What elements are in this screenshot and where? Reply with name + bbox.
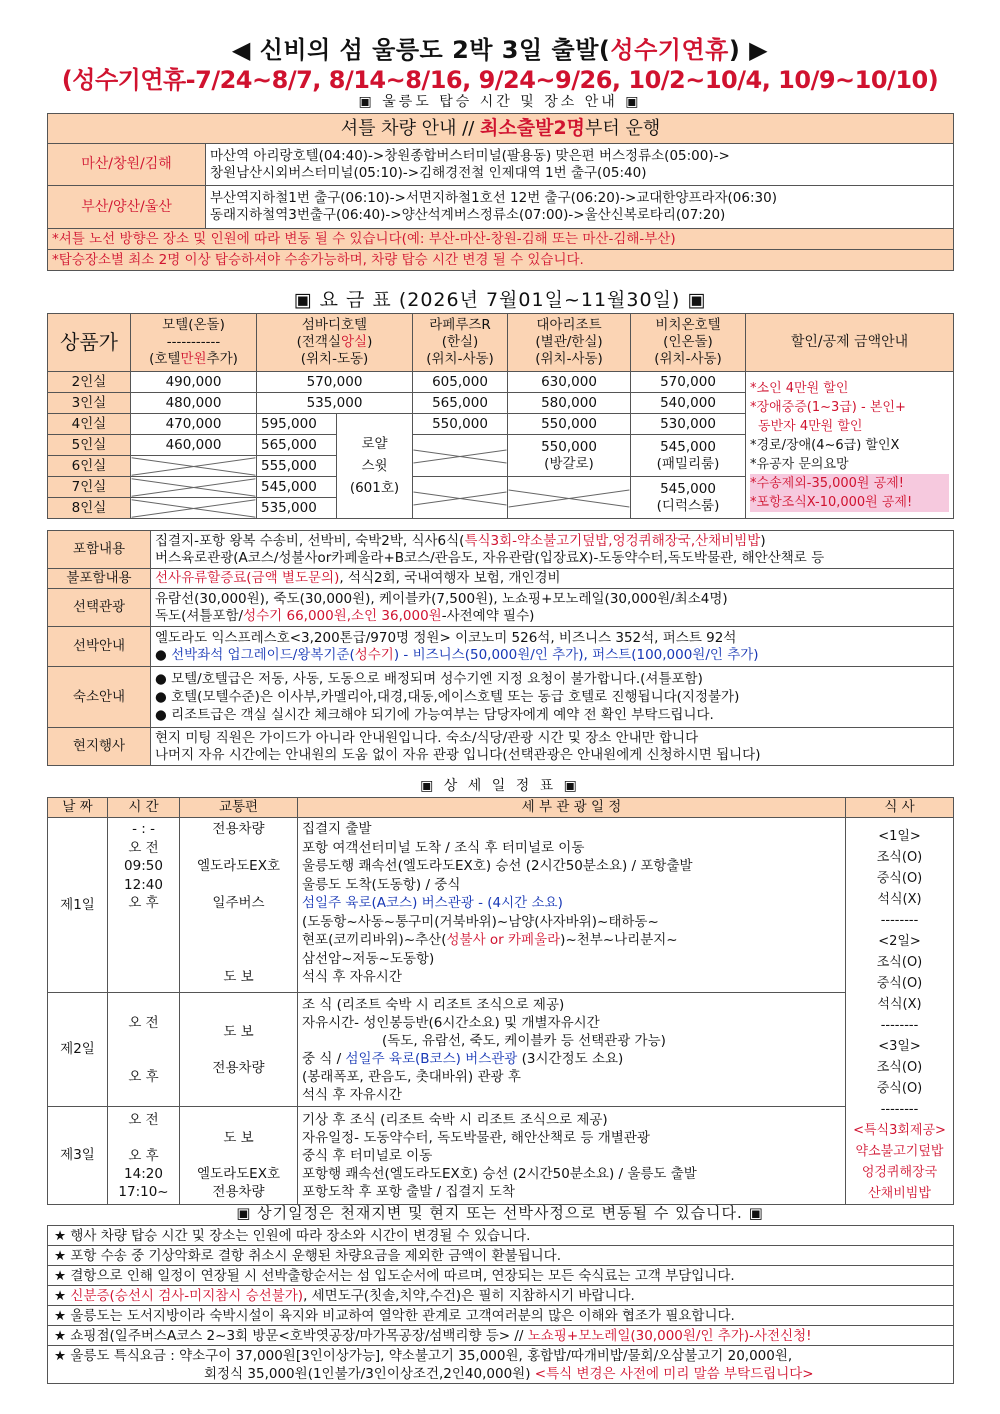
day3-detail: 기상 후 조식 (리조트 숙박 시 리조트 조식으로 제공) 자유일정- 도동약수터, 독도박물관, 해안산책로 등 개별관광 중식 후 터미널로 이동 포항행 쾌속선(엘도라도EX호) 승선 (2시간50분소요) / 울릉도 출발 포항도착 후 포항 출발 / 집결지 도착 xyxy=(298,1107,846,1205)
col-detail: 세 부 관 광 일 정 xyxy=(298,798,846,818)
price-cell: 605,000 xyxy=(413,372,508,393)
shuttle-region-masan: 마산/창원/김해 xyxy=(48,144,206,186)
price-cell: 555,000 xyxy=(257,456,337,477)
note-item: ★ 쇼핑점(일주버스A코스 2~3회 방문<호박엿공장/마가목공장/섬백리향 등> // 노쇼핑+모노레일(30,000원/인 추가)-사전신청! xyxy=(48,1326,954,1346)
col-date: 날 짜 xyxy=(48,798,108,818)
pax-label: 2인실 xyxy=(48,372,131,393)
info-label: 숙소안내 xyxy=(48,667,151,728)
pax-label: 4인실 xyxy=(48,414,131,435)
schedule-header: ▣ 상 세 일 정 표 ▣ xyxy=(420,778,580,794)
price-cell: 570,000 xyxy=(257,372,413,393)
excluded-content: 선사유류할증료(금액 별도문의), 석식2회, 국내여행자 보험, 개인경비 xyxy=(151,569,954,589)
discount-header: 할인/공제 금액안내 xyxy=(746,314,954,372)
day2-transport: 도 보 전용차량 xyxy=(180,993,298,1107)
day1-transport: 전용차량 엘도라도EX호 일주버스 도 보 xyxy=(180,818,298,993)
price-cell: 595,000 xyxy=(257,414,337,435)
price-cell: 480,000 xyxy=(131,393,257,414)
col-transport: 교통편 xyxy=(180,798,298,818)
page-title: ◀ 신비의 섬 울릉도 2박 3일 출발(성수기연휴) ▶ xyxy=(231,36,769,64)
price-cell: 565,000 xyxy=(413,393,508,414)
unavailable-cell xyxy=(508,477,631,519)
info-label: 포함내용 xyxy=(48,531,151,569)
price-cell: 530,000 xyxy=(631,414,746,435)
day1-times: - : - 오 전 09:50 12:40 오 후 xyxy=(108,818,180,993)
notes-table xyxy=(47,1225,954,1384)
day3-transport: 도 보 엘도라도EX호 전용차량 xyxy=(180,1107,298,1205)
day-label: 제2일 xyxy=(48,993,108,1107)
price-cell: 545,000 (디럭스룸) xyxy=(631,477,746,519)
day2-times: 오 전 오 후 xyxy=(108,993,180,1107)
unavailable-cell xyxy=(131,498,257,519)
shuttle-table xyxy=(47,113,954,271)
day3-times: 오 전 오 후 14:20 17:10~ xyxy=(108,1107,180,1205)
day1-detail: 집결지 출발 포항 여객선터미널 도착 / 조식 후 터미널로 이동 울릉도행 쾌속선(엘도라도EX호) 승선 (2시간50분소요) / 포항출발 울릉도 도착(도동항) / 중식 섬일주 육로(A코스) 버스관광 - (4시간 소요) (도동항~사동~통구미(거북바위)~남양(사자바위)~태하동~ 현포(코끼리바위)~추산(성불사 or 카페울라)~천부~나리분지~ 삼선암~저동~도동항) 석식 후 자유시간 xyxy=(298,818,846,993)
unavailable-cell xyxy=(131,456,257,477)
shuttle-region-busan: 부산/양산/울산 xyxy=(48,186,206,229)
note-item: ★ 포항 수송 중 기상악화로 결항 취소시 운행된 차량요금을 제외한 금액이 환불됩니다. xyxy=(48,1246,954,1266)
info-label: 선택관광 xyxy=(48,589,151,627)
price-header: ▣ 요 금 표 (2026년 7월01일~11월30일) ▣ xyxy=(293,289,707,311)
day-label: 제1일 xyxy=(48,818,108,993)
price-cell: 490,000 xyxy=(131,372,257,393)
local-event-info: 현지 미팅 직원은 가이드가 아니라 안내원입니다. 숙소/식당/관광 시간 및 장소 안내만 합니다 나머지 자유 시간에는 안내원의 도움 없이 자유 관광 입니다(선택관광은 안내원에게 신청하시면 됩니다) xyxy=(151,728,954,766)
day2-detail: 조 식 (리조트 숙박 시 리조트 조식으로 제공) 자유시간- 성인봉등반(6시간소요) 및 개별자유시간 (독도, 유람선, 죽도, 케이블카 등 선택관광 가능) 중 식 / 섬일주 육로(B코스) 버스관광 (3시간정도 소요) (봉래폭포, 관음도, 촛대바위) 관광 후 석식 후 자유시간 xyxy=(298,993,846,1107)
price-cell: 545,000 xyxy=(257,477,337,498)
ship-info: 엘도라도 익스프레스호<3,200톤급/970명 정원> 이코노미 526석, 비즈니스 352석, 퍼스트 92석 ● 선박좌석 업그레이드/왕복기준(성수기) - 비즈니스(50,000원/인 추가), 퍼스트(100,000원/인 추가) xyxy=(151,627,954,667)
shuttle-note: *탑승장소별 최소 2명 이상 탑승하셔야 수송가능하며, 차량 탑승 시간 변경 될 수 있습니다. xyxy=(48,250,954,271)
meal-column: <1일> 조식(O) 중식(O) 석식(X) -------- <2일> 조식(O) 중식(O) 석식(X) -------- <3일> 조식(O) 중식(O) -------- <특식3회제공> 약소불고기덮밥 엉겅퀴해장국 산채비빔밥 xyxy=(846,818,954,1205)
price-cell: 550,000 (방갈로) xyxy=(508,435,631,477)
pax-label: 8인실 xyxy=(48,498,131,519)
discount-list: *소인 4만원 할인 *장애중증(1~3급) - 본인+ 동반자 4만원 할인 *경로/장애(4~6급) 할인X *유공자 문의요망 *수송제외-35,000원 공제! *포항조식X-10,000원 공제! xyxy=(746,372,954,519)
lodging-info: ● 모텔/호텔급은 저동, 사동, 도동으로 배정되며 성수기엔 지정 요청이 불가합니다.(셔틀포함) ● 호텔(모텔수준)은 이사부,카멜리아,대경,대동,에이스호텔 또는 동급 호텔로 진행됩니다(지정불가) ● 리조트급은 객실 실시간 체크해야 되기에 가능여부는 담당자에게 예약 전 확인 부탁드립니다. xyxy=(151,667,954,728)
day-label: 제3일 xyxy=(48,1107,108,1205)
note-item: ★ 신분증(승선시 검사-미지참시 승선불가), 세면도구(칫솔,치약,수건)은 필히 지참하시기 바랍니다. xyxy=(48,1286,954,1306)
optional-tours: 유람선(30,000원), 죽도(30,000원), 케이블카(7,500원), 노쇼핑+모노레일(30,000원/최소4명) 독도(셔틀포함/성수기 66,000원,소인 36,000원-사전예약 필수) xyxy=(151,589,954,627)
unavailable-cell xyxy=(131,477,257,498)
info-label: 불포함내용 xyxy=(48,569,151,589)
included-content: 집결지-포항 왕복 수송비, 선박비, 숙박2박, 식사6식(특식3회-약소불고기덮밥,엉겅퀴해장국,산채비빔밥) 버스육로관광(A코스/성불사or카페울라+B코스/관음도, 자유관람(입장료X)-도동약수터,독도박물관, 해안산책로 등 xyxy=(151,531,954,569)
pax-label: 5인실 xyxy=(48,435,131,456)
price-cell: 565,000 xyxy=(257,435,337,456)
price-cell: 470,000 xyxy=(131,414,257,435)
col-time: 시 간 xyxy=(108,798,180,818)
shuttle-route-masan: 마산역 아리랑호텔(04:40)->창원종합버스터미널(팔용동) 맞은편 버스정류소(05:00)-> 창원남산시외버스터미널(05:10)->김해경전철 인제대역 1번 출구(05:40) xyxy=(206,144,954,186)
price-cell: 550,000 xyxy=(508,414,631,435)
price-cell: 460,000 xyxy=(131,435,257,456)
season-dates: (성수기연휴-7/24~8/7, 8/14~8/16, 9/24~9/26, 10/2~10/4, 10/9~10/10) xyxy=(61,66,939,94)
price-cell: 580,000 xyxy=(508,393,631,414)
info-label: 현지행사 xyxy=(48,728,151,766)
price-cell: 535,000 xyxy=(257,498,337,519)
col-meal: 식 사 xyxy=(846,798,954,818)
price-cell: 540,000 xyxy=(631,393,746,414)
note-item: ★ 행사 차량 탑승 시간 및 장소는 인원에 따라 장소와 시간이 변경될 수 있습니다. xyxy=(48,1226,954,1246)
col-beachon: 비치온호텔 (인온돌) (위치-사동) xyxy=(631,314,746,372)
price-cell: 630,000 xyxy=(508,372,631,393)
price-label: 상품가 xyxy=(48,314,131,372)
note-item: ★ 울릉도는 도서지방이라 숙박시설이 육지와 비교하여 열악한 관계로 고객여러분의 많은 이해와 협조가 필요합니다. xyxy=(48,1306,954,1326)
info-label: 선박안내 xyxy=(48,627,151,667)
shuttle-route-busan: 부산역지하철1번 출구(06:10)->서면지하철1호선 12번 출구(06:20)->교대한양프라자(06:30) 동래지하철역3번출구(06:40)->양산석계버스정류소(07:00)->울산신복로타리(07:20) xyxy=(206,186,954,229)
unavailable-cell xyxy=(413,477,508,519)
col-laperouse: 라페루즈R (한실) (위치-사동) xyxy=(413,314,508,372)
unavailable-cell xyxy=(413,435,508,477)
price-cell: 535,000 xyxy=(257,393,413,414)
pax-label: 7인실 xyxy=(48,477,131,498)
note-item: ★ 울릉도 특식요금 : 약소구이 37,000원[3인이상가능], 약소불고기 35,000원, 홍합밥/따개비밥/물회/오삼불고기 20,000원, 회정식 35,000원(1인불가/3인이상조건,2인40,000원) <특식 변경은 사전에 미리 말씀 부탁드립니다> xyxy=(48,1346,954,1384)
change-note: ▣ 상기일정은 천재지변 및 현지 또는 선박사정으로 변동될 수 있습니다. ▣ xyxy=(236,1204,764,1222)
col-motel: 모텔(온돌) ----------- (호텔만원추가) xyxy=(131,314,257,372)
info-table xyxy=(47,530,954,766)
note-item: ★ 결항으로 인해 일정이 연장될 시 선박출항순서는 섬 입도순서에 따르며, 연장되는 모든 숙식료는 고객 부담입니다. xyxy=(48,1266,954,1286)
schedule-table xyxy=(47,797,954,1205)
shuttle-note: *셔틀 노선 방향은 장소 및 인원에 따라 변동 될 수 있습니다(예: 부산-마산-창원-김해 또는 마산-김해-부산) xyxy=(48,229,954,250)
price-cell: 570,000 xyxy=(631,372,746,393)
royal-suite: 로얄 스윗 (601호) xyxy=(337,414,413,519)
shuttle-header: 셔틀 차량 안내 // 최소출발2명부터 운행 xyxy=(48,114,954,144)
price-table xyxy=(47,313,954,519)
boarding-header: ▣ 울릉도 탑승 시간 및 장소 안내 ▣ xyxy=(358,94,642,110)
pax-label: 6인실 xyxy=(48,456,131,477)
price-cell: 545,000 (패밀리룸) xyxy=(631,435,746,477)
col-daea: 대아리조트 (별관/한실) (위치-사동) xyxy=(508,314,631,372)
pax-label: 3인실 xyxy=(48,393,131,414)
col-sumbody: 섬바디호텔 (전객실앙실) (위치-도동) xyxy=(257,314,413,372)
price-cell: 550,000 xyxy=(413,414,508,435)
